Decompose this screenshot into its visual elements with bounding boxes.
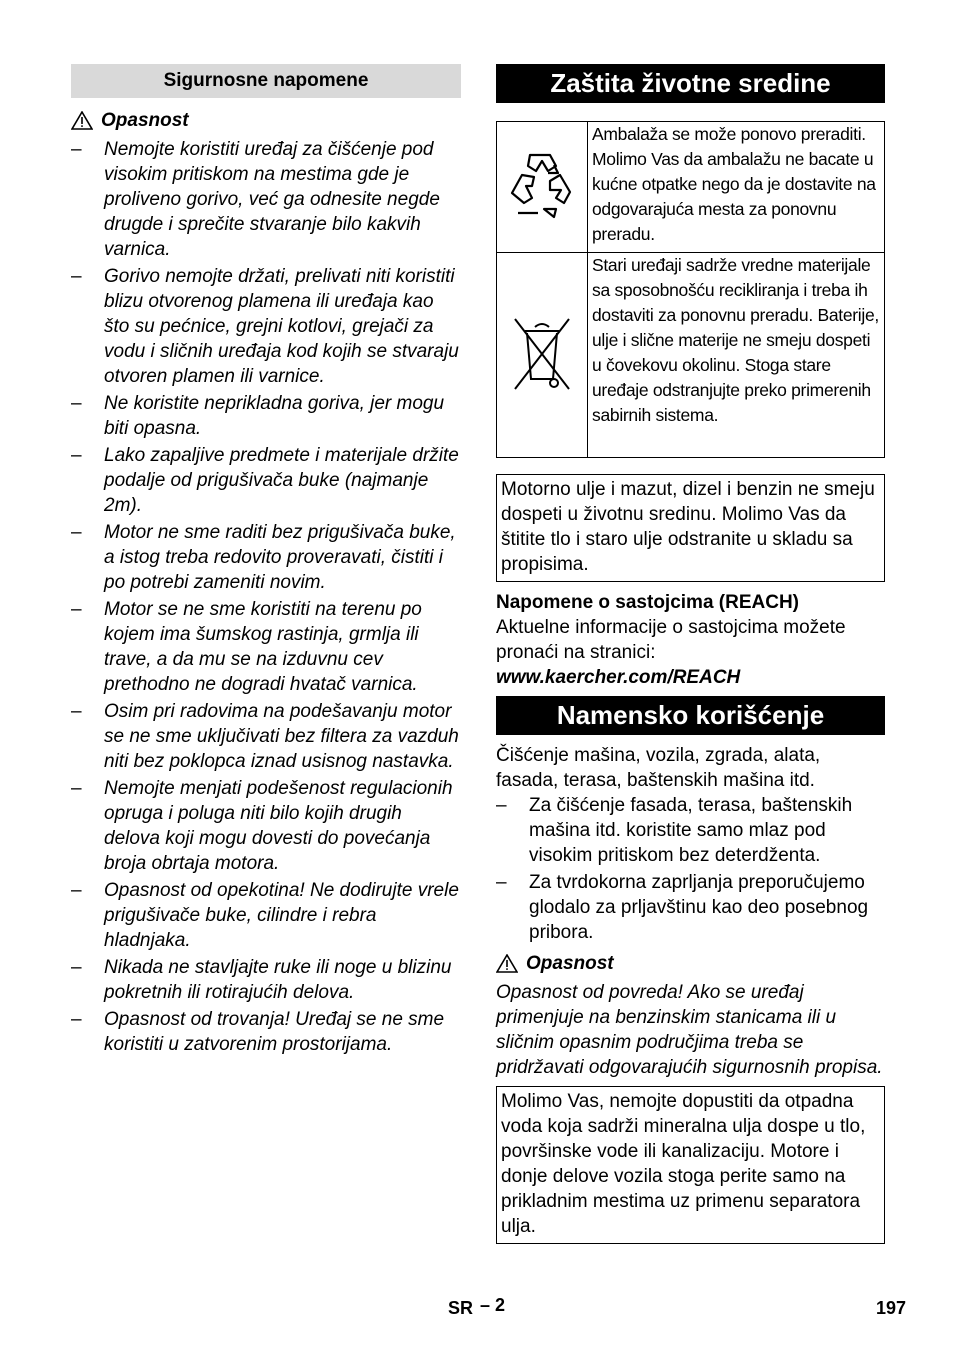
language-code: SR <box>448 1298 474 1318</box>
recycle-icon <box>504 147 580 223</box>
list-item: – Za čišćenje fasada, terasa, baštenskih mašina itd. koristite samo mlaz pod visokim pritiskom bez deterdženta. <box>496 793 885 868</box>
use-list <box>496 793 885 945</box>
left-column <box>71 64 461 1059</box>
reach-text: Aktuelne informacije o sastojcima možete pronaći na stranici: <box>496 617 846 663</box>
section-title-safety: Sigurnosne napomene <box>71 64 461 98</box>
list-item: – Osim pri radovima na podešavanju motor se ne sme uključivati bez filtera za vazduh niti bez poklopca iznad usisnog nastavka. <box>71 699 461 774</box>
table-row <box>497 122 885 253</box>
safety-list <box>71 137 461 1057</box>
warning-triangle-icon <box>496 954 518 973</box>
list-item: – Lako zapaljive predmete i materijale držite podalje od prigušivača buke (najmanje 2m). <box>71 443 461 518</box>
list-item: – Opasnost od trovanja! Uređaj se ne sme koristiti u zatvorenim prostorijama. <box>71 1007 461 1057</box>
table-row <box>497 253 885 458</box>
list-item: – Gorivo nemojte držati, prelivati niti koristiti blizu otvorenog plamena ili uređaja kao što su pećnice, grejni kotlovi, grejači za vodu i sličnih uređaja kod kojih se stvaraju otvoren plamen ili varnice. <box>71 264 461 389</box>
section-title-environment: Zaštita životne sredine <box>496 64 885 103</box>
environment-table <box>496 121 885 458</box>
oil-note-box: Motorno ulje i mazut, dizel i benzin ne smeju dospeti u životnu sredinu. Molimo Vas da štitite tlo i staro ulje odstranite u skladu sa propisima. <box>496 474 885 582</box>
reach-link[interactable]: www.kaercher.com/REACH <box>496 667 741 688</box>
footer-language <box>448 1295 506 1319</box>
page-number: 197 <box>876 1298 907 1318</box>
warning-text: Opasnost od povreda! Ako se uređaj primenjuje na benzinskim stanicama ili u sličnim opasnim područjima treba se pridržavati odgovarajućih sigurnosnih propisa. <box>496 982 883 1078</box>
warning-triangle-icon <box>71 111 93 130</box>
crossed-bin-icon <box>511 313 573 393</box>
use-intro: Čišćenje mašina, vozila, zgrada, alata, fasada, terasa, baštenskih mašina itd. <box>496 745 821 791</box>
list-item: – Nemojte koristiti uređaj za čišćenje pod visokim pritiskom na mestima gde je proliveno gorivo, već ga odnesite negde drugde i sprečite stvaranje bilo kakvih varnica. <box>71 137 461 262</box>
recycle-text: Ambalaža se može ponovo preraditi. Molimo Vas da ambalažu ne bacate u kućne otpatke nego da je dostavite na odgovarajuća mesta za ponovnu preradu. <box>588 122 885 253</box>
reach-heading: Napomene o sastojcima (REACH) <box>496 592 800 613</box>
warning-label: Opasnost <box>101 110 189 131</box>
list-item: – Nemojte menjati podešenost regulacionih opruga i poluga niti bilo kojih drugih delova koji mogu dovesti do povećanja broja obrtaja motora. <box>71 776 461 876</box>
warning-heading <box>496 951 885 976</box>
list-item: – Motor ne sme raditi bez prigušivača buke, a istog treba redovito proveravati, čistiti i po potrebi zameniti novim. <box>71 520 461 595</box>
list-item: – Motor se ne sme koristiti na terenu po kojem ima šumskog rastinja, grmlja ili trave, a da mu se na izduvnu cev prethodno ne dogradi hvatač varnica. <box>71 597 461 697</box>
list-item: – Za tvrdokorna zaprljanja preporučujemo glodalo za prljavštinu kao deo posebnog pribora. <box>496 870 885 945</box>
warning-label: Opasnost <box>526 953 614 974</box>
section-title-intended-use: Namensko korišćenje <box>496 696 885 735</box>
section-page: – 2 <box>480 1295 506 1315</box>
right-column <box>496 64 885 1244</box>
warning-heading <box>71 108 461 133</box>
waste-water-box: Molimo Vas, nemojte dopustiti da otpadna voda koja sadrži mineralna ulja dospe u tlo, površinske vode ili kanalizaciju. Motore i donje delove vozila stoga perite samo na prikladnim mestima uz primenu separatora ulja. <box>496 1086 885 1244</box>
list-item: – Opasnost od opekotina! Ne dodirujte vrele prigušivače buke, cilindre i rebra hladnjaka. <box>71 878 461 953</box>
list-item: – Nikada ne stavljajte ruke ili noge u blizinu pokretnih ili rotirajućih delova. <box>71 955 461 1005</box>
list-item: – Ne koristite neprikladna goriva, jer mogu biti opasna. <box>71 391 461 441</box>
bin-text: Stari uređaji sadrže vredne materijale sa sposobnošću recikliranja i treba ih dostaviti za ponovnu preradu. Baterije, ulje i slične materije ne smeju dospeti u čovekovu okolinu. Stoga stare uređaje odstranjujte preko primerenih sabirnih sistema. <box>588 253 885 458</box>
